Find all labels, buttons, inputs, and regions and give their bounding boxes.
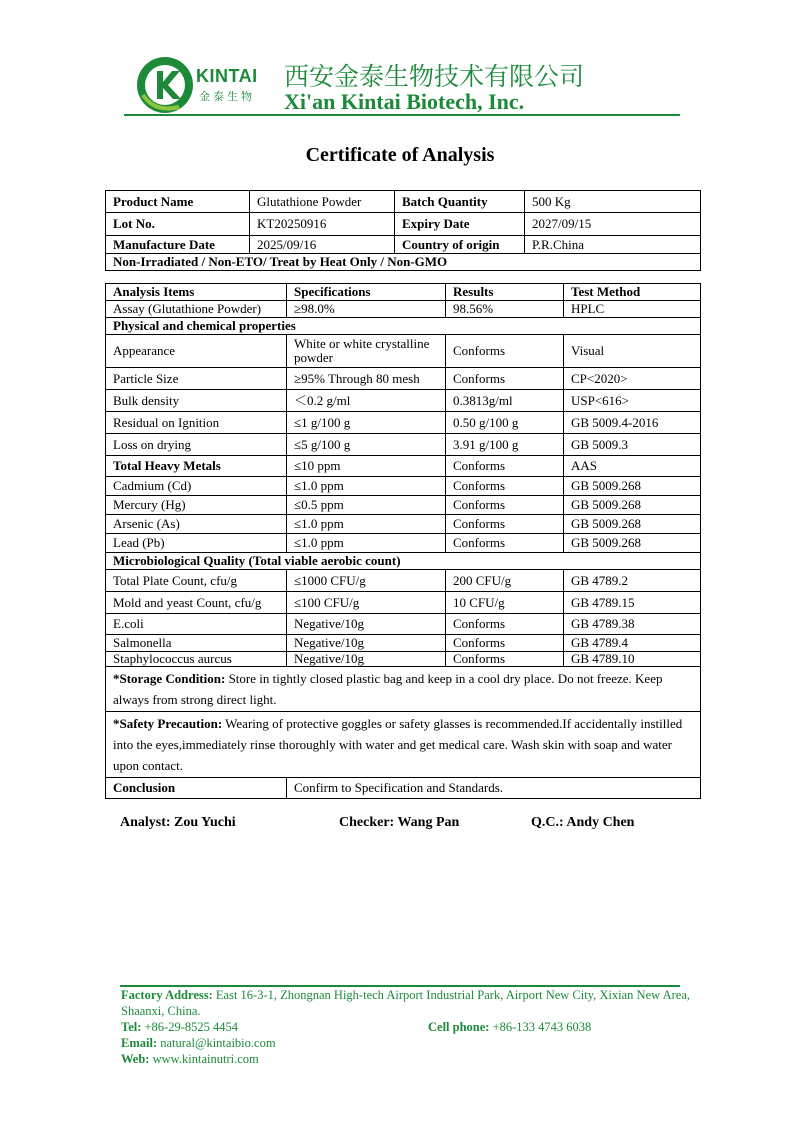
method-cell: GB 5009.268 bbox=[564, 496, 701, 515]
manufacture-date-value: 2025/09/16 bbox=[250, 236, 395, 254]
storage-text: Store in tightly closed plastic bag and keep in a cool dry place. Do not freeze. Keep always from strong direct light. bbox=[113, 671, 663, 707]
result-cell: Conforms bbox=[446, 477, 564, 496]
spec-cell: Negative/10g bbox=[287, 635, 446, 652]
spec-cell: Negative/10g bbox=[287, 614, 446, 635]
section-heading: Physical and chemical properties bbox=[106, 318, 701, 335]
item-cell: Particle Size bbox=[106, 368, 287, 390]
item-cell: Loss on drying bbox=[106, 434, 287, 456]
table-header-row bbox=[106, 284, 701, 301]
cell-value: +86-133 4743 6038 bbox=[489, 1020, 592, 1034]
item-cell: Cadmium (Cd) bbox=[106, 477, 287, 496]
storage-row bbox=[106, 667, 701, 712]
table-row bbox=[106, 236, 701, 254]
table-row bbox=[106, 515, 701, 534]
web-row bbox=[121, 1051, 691, 1067]
result-cell: 3.91 g/100 g bbox=[446, 434, 564, 456]
tel-value: +86-29-8525 4454 bbox=[141, 1020, 238, 1034]
spec-cell: ≤0.5 ppm bbox=[287, 496, 446, 515]
email-value[interactable]: natural@kintaibio.com bbox=[157, 1036, 276, 1050]
item-cell: Total Plate Count, cfu/g bbox=[106, 570, 287, 592]
result-cell: Conforms bbox=[446, 635, 564, 652]
spec-cell: ≥95% Through 80 mesh bbox=[287, 368, 446, 390]
table-row bbox=[106, 456, 701, 477]
result-cell: Conforms bbox=[446, 515, 564, 534]
table-row bbox=[106, 496, 701, 515]
result-cell: Conforms bbox=[446, 456, 564, 477]
safety-label: *Safety Precaution: bbox=[113, 716, 223, 731]
result-cell: 0.50 g/100 g bbox=[446, 412, 564, 434]
email-row bbox=[121, 1035, 691, 1051]
table-row bbox=[106, 477, 701, 496]
batch-quantity-label: Batch Quantity bbox=[395, 191, 525, 213]
logo-text-cn: 金泰生物 bbox=[199, 90, 255, 103]
conclusion-value: Confirm to Specification and Standards. bbox=[287, 778, 701, 799]
item-cell: Total Heavy Metals bbox=[106, 456, 287, 477]
web-value[interactable]: www.kintainutri.com bbox=[149, 1052, 259, 1066]
method-cell: USP<616> bbox=[564, 390, 701, 412]
qc-signature: Q.C.: Andy Chen bbox=[531, 815, 635, 830]
lot-label: Lot No. bbox=[106, 213, 250, 236]
method-cell: GB 4789.38 bbox=[564, 614, 701, 635]
treatment-note: Non-Irradiated / Non-ETO/ Treat by Heat Only / Non-GMO bbox=[106, 254, 701, 271]
batch-quantity-value: 500 Kg bbox=[525, 191, 701, 213]
table-row bbox=[106, 534, 701, 553]
spec-cell: ≤5 g/100 g bbox=[287, 434, 446, 456]
spec-cell: ≥98.0% bbox=[287, 301, 446, 318]
item-cell: Arsenic (As) bbox=[106, 515, 287, 534]
spec-cell: ≤100 CFU/g bbox=[287, 592, 446, 614]
method-cell: HPLC bbox=[564, 301, 701, 318]
method-cell: GB 4789.10 bbox=[564, 652, 701, 667]
method-cell: GB 5009.3 bbox=[564, 434, 701, 456]
result-cell: Conforms bbox=[446, 496, 564, 515]
result-cell: Conforms bbox=[446, 652, 564, 667]
origin-label: Country of origin bbox=[395, 236, 525, 254]
spec-cell: Negative/10g bbox=[287, 652, 446, 667]
table-row bbox=[106, 301, 701, 318]
table-row bbox=[106, 254, 701, 271]
header-rule bbox=[124, 114, 680, 116]
table-row bbox=[106, 368, 701, 390]
item-cell: Salmonella bbox=[106, 635, 287, 652]
company-name-cn: 西安金泰生物技术有限公司 bbox=[284, 62, 585, 91]
result-cell: Conforms bbox=[446, 534, 564, 553]
table-row bbox=[106, 191, 701, 213]
section-row bbox=[106, 553, 701, 570]
footer bbox=[121, 987, 691, 1067]
result-cell: 200 CFU/g bbox=[446, 570, 564, 592]
column-header: Analysis Items bbox=[106, 284, 287, 301]
method-cell: GB 4789.4 bbox=[564, 635, 701, 652]
method-cell: GB 5009.268 bbox=[564, 534, 701, 553]
factory-address bbox=[121, 987, 691, 1019]
kintai-logo-icon bbox=[135, 55, 195, 115]
section-row bbox=[106, 318, 701, 335]
method-cell: Visual bbox=[564, 335, 701, 368]
address-label: Factory Address: bbox=[121, 988, 213, 1002]
safety-row bbox=[106, 712, 701, 778]
product-name-value: Glutathione Powder bbox=[250, 191, 395, 213]
table-row bbox=[106, 213, 701, 236]
table-row bbox=[106, 412, 701, 434]
item-cell: Appearance bbox=[106, 335, 287, 368]
item-cell: Lead (Pb) bbox=[106, 534, 287, 553]
result-cell: Conforms bbox=[446, 614, 564, 635]
item-cell: Staphylococcus aurcus bbox=[106, 652, 287, 667]
checker-signature: Checker: Wang Pan bbox=[339, 815, 460, 830]
method-cell: CP<2020> bbox=[564, 368, 701, 390]
analyst-signature: Analyst: Zou Yuchi bbox=[120, 815, 236, 830]
section-heading: Microbiological Quality (Total viable aerobic count) bbox=[106, 553, 701, 570]
item-cell: Bulk density bbox=[106, 390, 287, 412]
table-row bbox=[106, 390, 701, 412]
method-cell: GB 5009.4-2016 bbox=[564, 412, 701, 434]
method-cell: AAS bbox=[564, 456, 701, 477]
table-row bbox=[106, 434, 701, 456]
result-cell: Conforms bbox=[446, 335, 564, 368]
storage-condition bbox=[106, 667, 701, 712]
web-label: Web: bbox=[121, 1052, 150, 1066]
column-header: Specifications bbox=[287, 284, 446, 301]
analysis-table bbox=[105, 283, 701, 799]
item-cell: Residual on Ignition bbox=[106, 412, 287, 434]
cell-phone bbox=[428, 1019, 591, 1035]
spec-cell: ≤1.0 ppm bbox=[287, 477, 446, 496]
company-name-en: Xi'an Kintai Biotech, Inc. bbox=[284, 89, 525, 114]
conclusion-label: Conclusion bbox=[106, 778, 287, 799]
item-cell: Mercury (Hg) bbox=[106, 496, 287, 515]
email-label: Email: bbox=[121, 1036, 158, 1050]
tel-label: Tel: bbox=[121, 1020, 142, 1034]
storage-label: *Storage Condition: bbox=[113, 671, 226, 686]
spec-cell: ≤10 ppm bbox=[287, 456, 446, 477]
spec-cell: ≤1000 CFU/g bbox=[287, 570, 446, 592]
table-row bbox=[106, 335, 701, 368]
method-cell: GB 5009.268 bbox=[564, 477, 701, 496]
method-cell: GB 5009.268 bbox=[564, 515, 701, 534]
spec-cell: ≤1 g/100 g bbox=[287, 412, 446, 434]
result-cell: 0.3813g/ml bbox=[446, 390, 564, 412]
safety-text: Wearing of protective goggles or safety glasses is recommended.If accidentally instilled into the eyes,immediately rinse thoroughly with water and get medical care. Wash skin with soap and water upon contact. bbox=[113, 716, 683, 773]
spec-cell: White or white crystalline powder bbox=[287, 335, 446, 368]
manufacture-date-label: Manufacture Date bbox=[106, 236, 250, 254]
method-cell: GB 4789.2 bbox=[564, 570, 701, 592]
method-cell: GB 4789.15 bbox=[564, 592, 701, 614]
result-cell: 10 CFU/g bbox=[446, 592, 564, 614]
logo-text-en: KINTAI bbox=[196, 66, 258, 86]
table-row bbox=[106, 652, 701, 667]
address-text: East 16-3-1, Zhongnan High-tech Airport Industrial Park, Airport New City, Xixian New Area, Shaanxi, China. bbox=[121, 988, 690, 1018]
product-info-table bbox=[105, 190, 701, 271]
result-cell: 98.56% bbox=[446, 301, 564, 318]
column-header: Results bbox=[446, 284, 564, 301]
item-cell: E.coli bbox=[106, 614, 287, 635]
spec-cell: ≤1.0 ppm bbox=[287, 534, 446, 553]
cell-label: Cell phone: bbox=[428, 1020, 490, 1034]
lot-value: KT20250916 bbox=[250, 213, 395, 236]
expiry-label: Expiry Date bbox=[395, 213, 525, 236]
spec-cell: ≤1.0 ppm bbox=[287, 515, 446, 534]
column-header: Test Method bbox=[564, 284, 701, 301]
phone-row bbox=[121, 1019, 691, 1035]
origin-value: P.R.China bbox=[525, 236, 701, 254]
table-row bbox=[106, 570, 701, 592]
page-title: Certificate of Analysis bbox=[305, 144, 495, 166]
item-cell: Assay (Glutathione Powder) bbox=[106, 301, 287, 318]
conclusion-row bbox=[106, 778, 701, 799]
product-name-label: Product Name bbox=[106, 191, 250, 213]
table-row bbox=[106, 635, 701, 652]
table-row bbox=[106, 614, 701, 635]
table-row bbox=[106, 592, 701, 614]
result-cell: Conforms bbox=[446, 368, 564, 390]
expiry-value: 2027/09/15 bbox=[525, 213, 701, 236]
spec-cell: ＜0.2 g/ml bbox=[287, 390, 446, 412]
item-cell: Mold and yeast Count, cfu/g bbox=[106, 592, 287, 614]
safety-precaution bbox=[106, 712, 701, 778]
